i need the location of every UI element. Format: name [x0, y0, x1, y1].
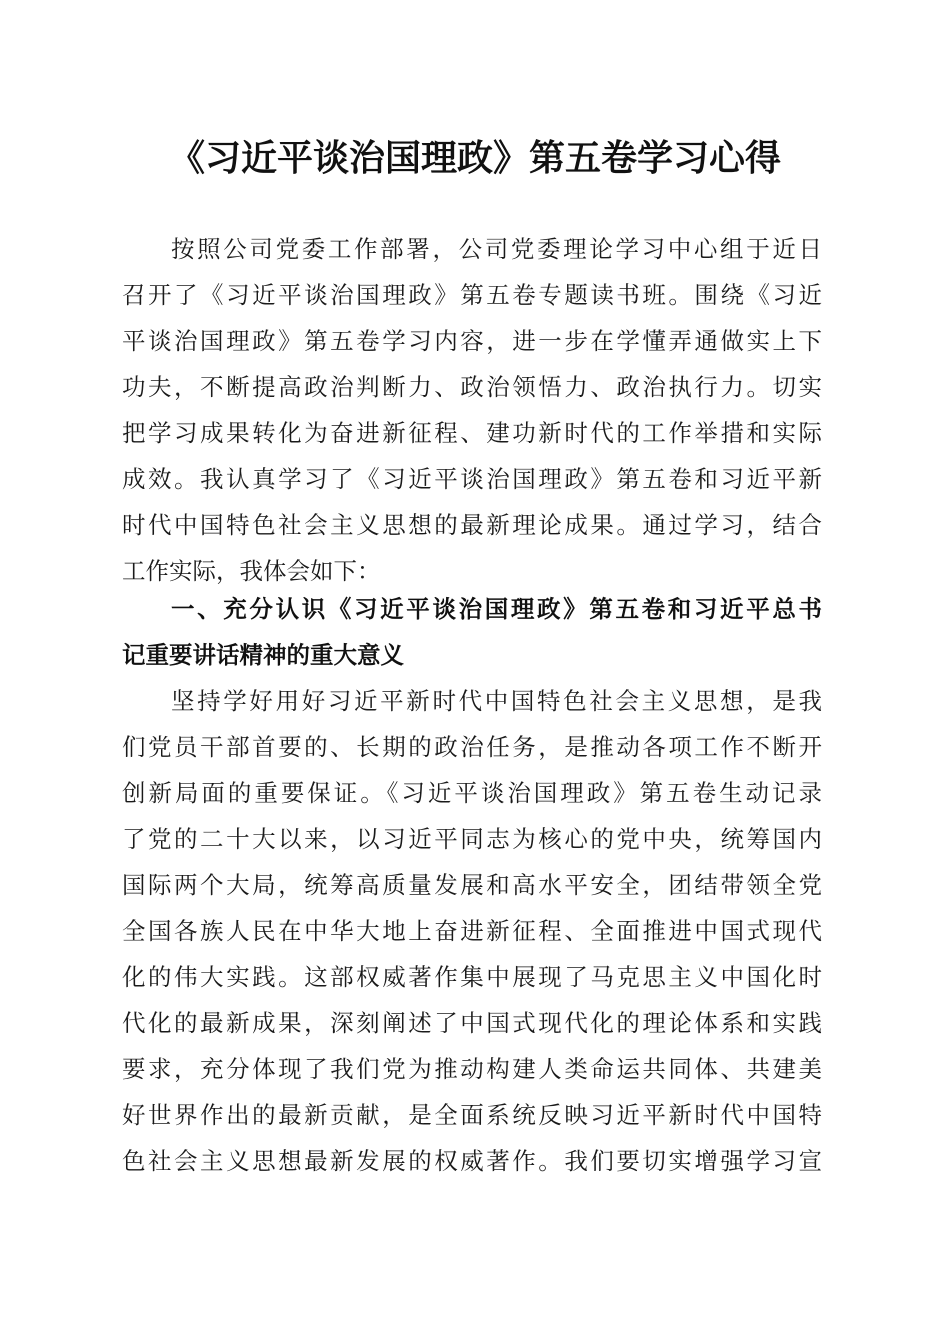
paragraph-2-line: 好世界作出的最新贡献，是全面系统反映习近平新时代中国特 [122, 1101, 822, 1129]
paragraph-1-line: 平谈治国理政》第五卷学习内容，进一步在学懂弄通做实上下 [122, 327, 822, 355]
paragraph-2-line: 们党员干部首要的、长期的政治任务，是推动各项工作不断开 [122, 733, 822, 761]
paragraph-2-line: 化的伟大实践。这部权威著作集中展现了马克思主义中国化时 [122, 963, 822, 991]
paragraph-1-line: 召开了《习近平谈治国理政》第五卷专题读书班。围绕《习近 [122, 281, 822, 309]
paragraph-2-line: 要求，充分体现了我们党为推动构建人类命运共同体、共建美 [122, 1055, 822, 1083]
paragraph-2-line: 坚持学好用好习近平新时代中国特色社会主义思想，是我 [171, 687, 822, 715]
paragraph-2-line: 代化的最新成果，深刻阐述了中国式现代化的理论体系和实践 [122, 1009, 822, 1037]
paragraph-2-line: 全国各族人民在中华大地上奋进新征程、全面推进中国式现代 [122, 917, 822, 945]
document-title: 《习近平谈治国理政》第五卷学习心得 [168, 137, 781, 179]
paragraph-1-line: 工作实际，我体会如下： [122, 557, 381, 585]
paragraph-2-line: 创新局面的重要保证。《习近平谈治国理政》第五卷生动记录 [122, 779, 822, 807]
paragraph-1-line: 功夫，不断提高政治判断力、政治领悟力、政治执行力。切实 [122, 373, 822, 401]
paragraph-2-line: 色社会主义思想最新发展的权威著作。我们要切实增强学习宣 [122, 1147, 822, 1175]
section-heading-line: 记重要讲话精神的重大意义 [122, 641, 404, 669]
paragraph-1-line: 成效。我认真学习了《习近平谈治国理政》第五卷和习近平新 [122, 465, 822, 493]
section-heading-line: 一、充分认识《习近平谈治国理政》第五卷和习近平总书 [171, 595, 822, 623]
paragraph-1-line: 时代中国特色社会主义思想的最新理论成果。通过学习，结合 [122, 511, 822, 539]
paragraph-2-line: 了党的二十大以来，以习近平同志为核心的党中央，统筹国内 [122, 825, 822, 853]
paragraph-1-line: 把学习成果转化为奋进新征程、建功新时代的工作举措和实际 [122, 419, 822, 447]
paragraph-1-line: 按照公司党委工作部署，公司党委理论学习中心组于近日 [171, 235, 822, 263]
paragraph-2-line: 国际两个大局，统筹高质量发展和高水平安全，团结带领全党 [122, 871, 822, 899]
